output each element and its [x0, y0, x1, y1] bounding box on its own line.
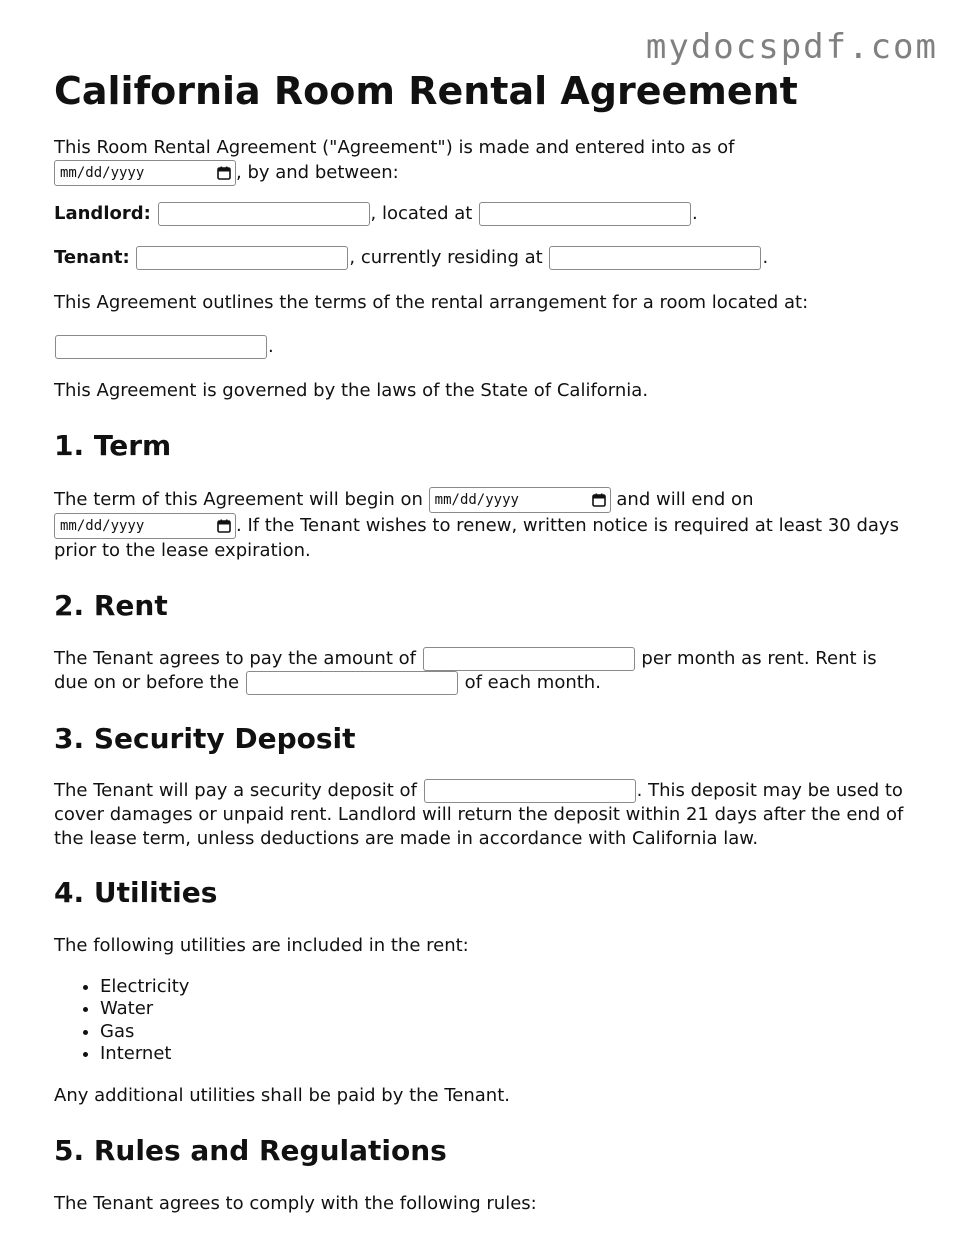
rent-text-3: of each month. [464, 672, 601, 694]
intro-text: This Room Rental Agreement ("Agreement") is made and entered into as of [54, 136, 735, 158]
date-placeholder: mm/dd/yyyy [60, 517, 145, 534]
agreement-document [54, 70, 914, 1236]
rent-text-2: per month as rent. Rent is due on or before the [54, 647, 877, 694]
list-item: • Water [100, 998, 914, 1021]
date-placeholder: mm/dd/yyyy [434, 491, 519, 508]
room-address-line [54, 335, 914, 359]
deposit-heading: 3. Security Deposit [54, 721, 356, 755]
tenant-line [54, 246, 914, 270]
rules-heading: 5. Rules and Regulations [54, 1134, 447, 1168]
rules-intro: The Tenant agrees to comply with the following rules: [54, 1192, 537, 1214]
rent-amount-input[interactable] [423, 647, 635, 671]
deposit-amount-input[interactable] [424, 779, 636, 803]
room-end: . [268, 335, 274, 357]
document-title: California Room Rental Agreement [54, 69, 798, 113]
intro-text-after: , by and between: [236, 161, 399, 183]
deposit-paragraph [54, 779, 914, 850]
term-end-date-input[interactable] [54, 513, 236, 539]
intro-paragraph [54, 136, 914, 186]
rent-paragraph [54, 647, 914, 696]
term-text-3: . If the Tenant wishes to renew, written notice is required at least 30 days prior to the lease expiration. [54, 515, 899, 562]
room-paragraph: This Agreement outlines the terms of the rental arrangement for a room located at: [54, 291, 809, 313]
rent-text-1: The Tenant agrees to pay the amount of [54, 647, 416, 669]
deposit-text-2: . This deposit may be used to cover damages or unpaid rent. Landlord will return the deposit within 21 days after the end of the lease term, unless deductions are made in accordance with California law. [54, 780, 904, 849]
watermark: mydocspdf.com [645, 27, 938, 67]
utilities-list [54, 976, 914, 1066]
tenant-residing-text: , currently residing at [349, 247, 543, 269]
deposit-text-1: The Tenant will pay a security deposit of [54, 780, 417, 802]
governed-paragraph: This Agreement is governed by the laws of the State of California. [54, 380, 649, 402]
utilities-intro: The following utilities are included in the rent: [54, 934, 469, 956]
list-item: • Internet [100, 1043, 914, 1066]
room-address-input[interactable] [55, 335, 267, 359]
landlord-name-input[interactable] [158, 202, 370, 226]
list-item: • Electricity [100, 976, 914, 999]
landlord-located-text: , located at [370, 202, 473, 224]
utilities-heading: 4. Utilities [54, 875, 218, 909]
calendar-icon[interactable] [217, 166, 231, 180]
agreement-date-input[interactable] [54, 160, 236, 186]
landlord-address-input[interactable] [479, 202, 691, 226]
date-placeholder: mm/dd/yyyy [60, 164, 145, 181]
tenant-name-input[interactable] [136, 246, 348, 270]
calendar-icon[interactable] [592, 493, 606, 507]
rent-heading: 2. Rent [54, 589, 168, 623]
landlord-end: . [692, 202, 698, 224]
term-text-1: The term of this Agreement will begin on [54, 489, 423, 511]
term-heading: 1. Term [54, 429, 172, 463]
tenant-address-input[interactable] [549, 246, 761, 270]
tenant-end: . [762, 247, 769, 269]
term-paragraph [54, 487, 914, 563]
landlord-label: Landlord: [54, 202, 151, 224]
utilities-outro: Any additional utilities shall be paid by the Tenant. [54, 1084, 510, 1106]
calendar-icon[interactable] [217, 519, 231, 533]
list-item: • Gas [100, 1021, 914, 1044]
landlord-line [54, 202, 914, 226]
term-start-date-input[interactable] [429, 487, 611, 513]
tenant-label: Tenant: [54, 247, 130, 269]
rent-due-day-input[interactable] [246, 671, 458, 695]
term-text-2: and will end on [616, 489, 754, 511]
